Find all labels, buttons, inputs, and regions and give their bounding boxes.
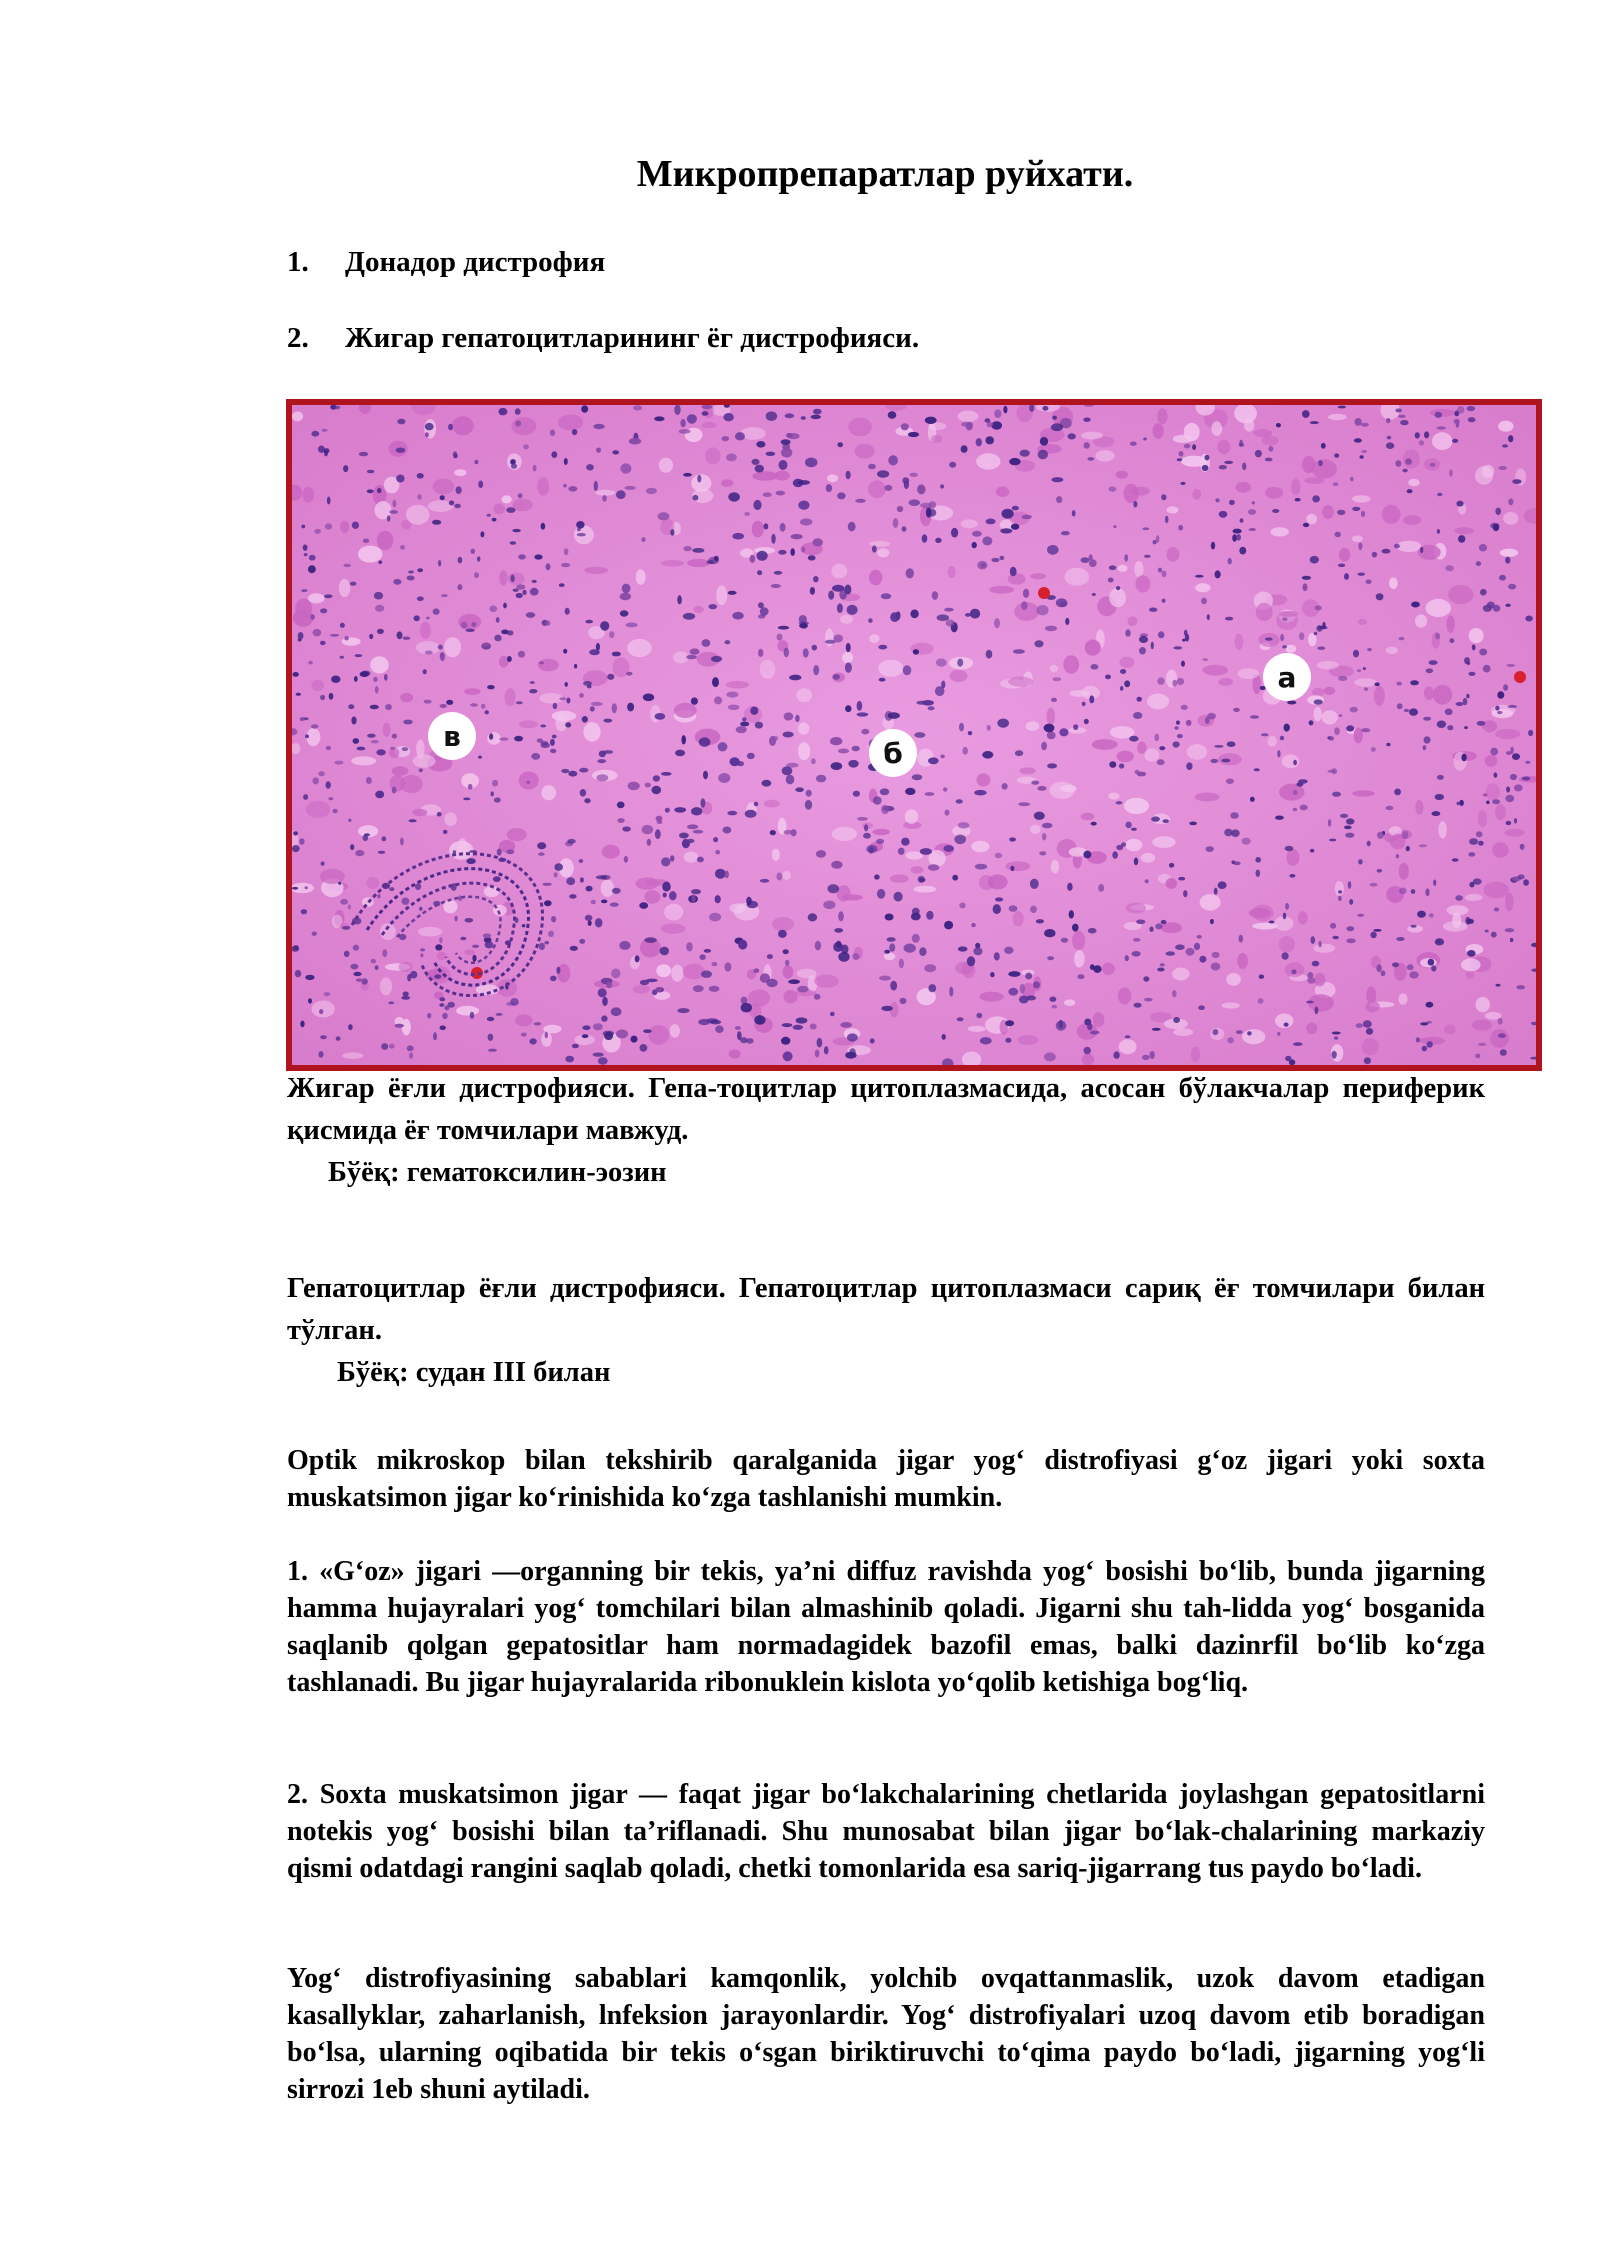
micrograph-image: [292, 405, 1536, 1065]
label-a: [1263, 653, 1311, 701]
caption-2-text: Гепатоцитлар ёғли дистрофияси. Гепатоцитлар цитоплазмаси сариқ ёғ томчилари билан тўлган.: [287, 1273, 1485, 1346]
caption-2-stain: Бўёқ: судан III билан: [337, 1357, 611, 1388]
label-v-text: в: [443, 720, 461, 753]
label-a-text: а: [1277, 661, 1297, 694]
page-title: Микропрепаратлар руйхати.: [636, 153, 1134, 195]
label-b-text: б: [883, 737, 903, 770]
list-text: Жигар гепатоцитларининг ёг дистрофияси.: [345, 322, 920, 354]
list-item-1: [287, 246, 605, 279]
list-item-2: [287, 322, 919, 355]
list-number: 2.: [287, 322, 309, 354]
label-v: [428, 712, 476, 760]
label-b: [869, 729, 917, 777]
paragraph-2: 1. «Gʻoz» jigari —organning bir tekis, ya’ni diffuz ravishda yogʻ bosishi boʻlib, bunda jigarning hamma hujayralari yogʻ tomchilari bilan almashinib qoladi. Jigarni shu tah-lidda yogʻ bosganida saqlanib qolgan gepatositlar ham normadagidek bazofil emas, balki dazinrfil boʻlib koʻzga tashlanadi. Bu jigar hujayralarida ribonuklein kislota yoʻqolib ketishiga bogʻliq.: [287, 1556, 1485, 1698]
list-text: Донадор дистрофия: [345, 246, 606, 278]
caption-1-text: Жигар ёғли дистрофияси. Гепа-тоцитлар цитоплазмасида, асосан бўлакчалар периферик қисмида ёғ томчилари мавжуд.: [287, 1073, 1485, 1146]
micrograph-figure: [286, 399, 1542, 1071]
list-number: 1.: [287, 246, 309, 278]
caption-1-stain: Бўёқ: гематоксилин-эозин: [328, 1157, 667, 1188]
paragraph-1: Optik mikroskop bilan tekshirib qaralganida jigar yogʻ distrofiyasi gʻoz jigari yoki soxta muskatsimon jigar koʻrinishida koʻzga tashlanishi mumkin.: [287, 1445, 1485, 1513]
paragraph-4: Yogʻ distrofiyasining sabablari kamqonlik, yolchib ovqattanmaslik, uzok davom etadigan kasallyklar, zaharlanish, lnfeksion jarayonlardir. Yogʻ distrofiyalari uzoq davom etib boradigan boʻlsa, ularning oqibatida bir tekis oʻsgan biriktiruvchi toʻqima paydo boʻladi, jigarning yogʻli sirrozi 1eb shuni aytiladi.: [287, 1963, 1485, 2105]
paragraph-3: 2. Soxta muskatsimon jigar — faqat jigar boʻlakchalarining chetlarida joylashgan gepatositlarni notekis yogʻ bosishi bilan ta’riflanadi. Shu munosabat bilan jigar boʻlak-chalarining markaziy qismi odatdagi rangini saqlab qoladi, chetki tomonlarida esa sariq-jigarrang tus paydo boʻladi.: [287, 1779, 1485, 1884]
